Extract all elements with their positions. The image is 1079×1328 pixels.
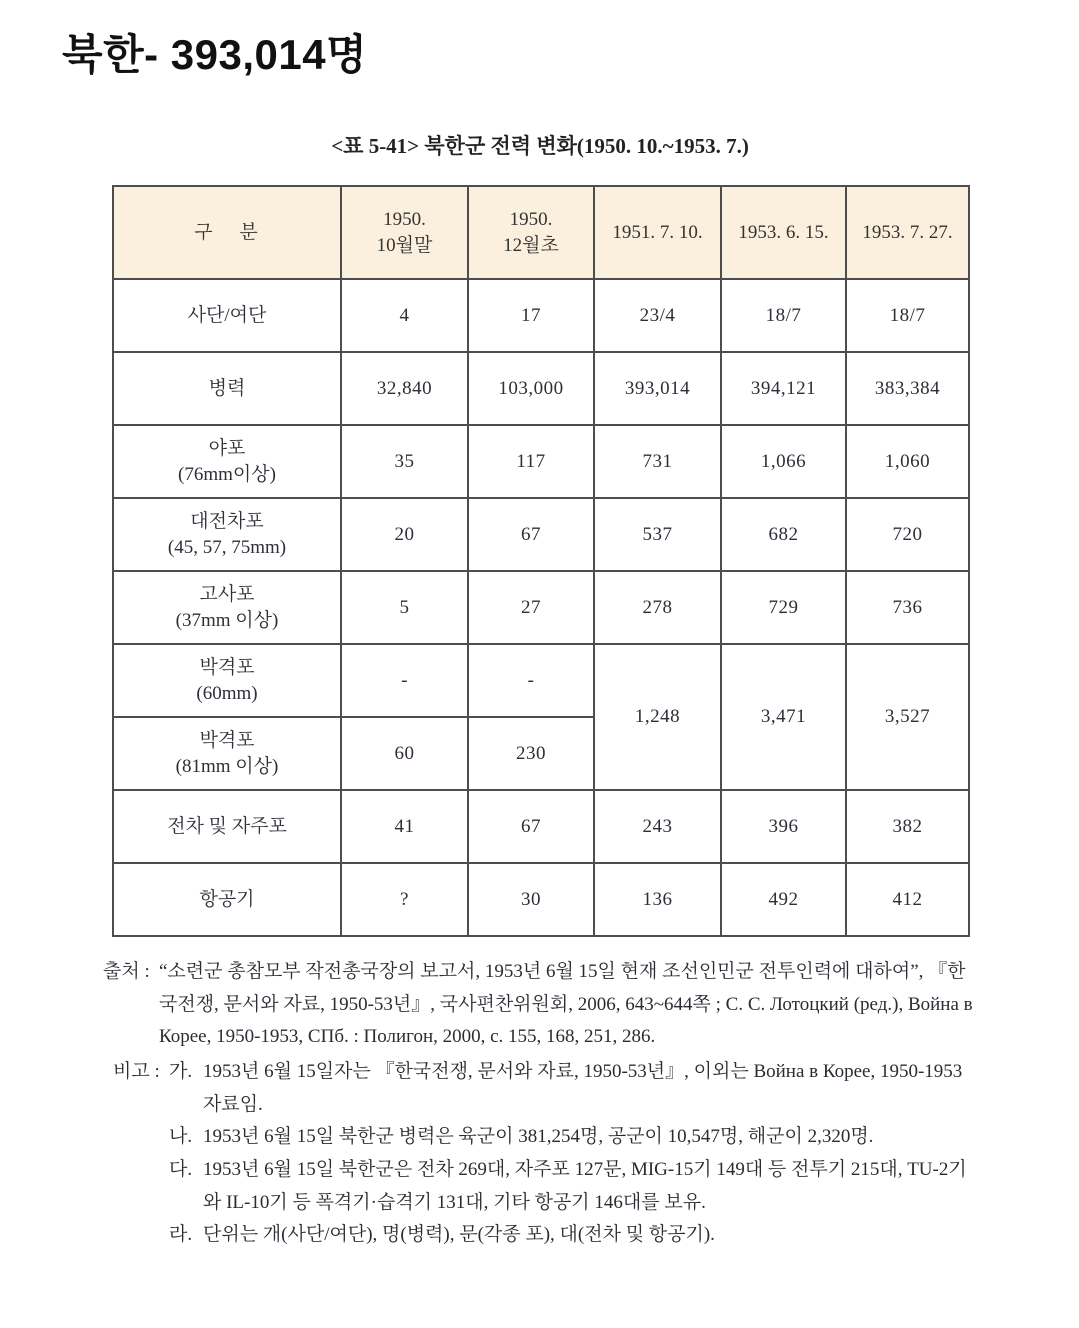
table-row-mortar-60mm (113, 644, 969, 717)
table-cell: 383,384 (846, 352, 969, 425)
remark-marker: 라. (169, 1224, 193, 1246)
table-caption: <표 5-41> 북한군 전력 변화(1950. 10.~1953. 7.) (331, 134, 749, 158)
table-row-divisions (113, 279, 969, 352)
table-cell: 136 (594, 863, 721, 936)
row-label: 항공기 (113, 863, 341, 936)
table-cell: 1,060 (846, 425, 969, 498)
remark-item (169, 1121, 983, 1154)
remark-text: 단위는 개(사단/여단), 명(병력), 문(각종 포), 대(전차 및 항공기). (203, 1224, 715, 1246)
page-title: 북한- 393,014명 (62, 31, 368, 78)
table-cell: 736 (846, 571, 969, 644)
table-cell-merged: 3,527 (846, 644, 969, 790)
remark-marker: 가. (169, 1061, 193, 1083)
table-cell: 393,014 (594, 352, 721, 425)
header-cell-1950-12: 1950. 12월초 (468, 186, 594, 279)
source-text: “소련군 총참모부 작전총국장의 보고서, 1953년 6월 15일 현재 조선인민군 전투인력에 대하여”, 『한국전쟁, 문서와 자료, 1950-53년』, 국사편찬위원회, 2006, 643~644쪽 ; С. С. Лотоцкий (ред.), Война в Корее, 1950-1953, СПб. : Полигон, 2000, с. 155, 168, 251, 286. (159, 961, 973, 1048)
table-cell: 20 (341, 498, 468, 571)
row-label: 전차 및 자주포 (113, 790, 341, 863)
table-cell: 1,066 (721, 425, 846, 498)
table-cell: 18/7 (721, 279, 846, 352)
remark-marker: 다. (169, 1159, 193, 1181)
table-cell: 230 (468, 717, 594, 790)
table-row-antitank-guns (113, 498, 969, 571)
table-cell: 67 (468, 498, 594, 571)
table-cell: 5 (341, 571, 468, 644)
force-strength-table (112, 185, 970, 937)
source-note (103, 956, 983, 1054)
table-cell: 729 (721, 571, 846, 644)
table-cell: 731 (594, 425, 721, 498)
remarks-note (103, 1056, 983, 1252)
table-cell: 27 (468, 571, 594, 644)
header-cell-1951-7-10: 1951. 7. 10. (594, 186, 721, 279)
table-cell: 278 (594, 571, 721, 644)
table-cell: 394,121 (721, 352, 846, 425)
table-row-tanks-spg (113, 790, 969, 863)
table-cell: 243 (594, 790, 721, 863)
row-label: 야포 (76mm이상) (113, 425, 341, 498)
header-cell-1950-10: 1950. 10월말 (341, 186, 468, 279)
remark-item (169, 1154, 983, 1219)
row-label: 박격포 (81mm 이상) (113, 717, 341, 790)
table-cell: 537 (594, 498, 721, 571)
header-row (113, 186, 969, 279)
table-cell: 17 (468, 279, 594, 352)
table-cell: 30 (468, 863, 594, 936)
table-cell: 23/4 (594, 279, 721, 352)
table-cell: 117 (468, 425, 594, 498)
row-label: 박격포 (60mm) (113, 644, 341, 717)
table-cell: - (341, 644, 468, 717)
remarks-list (169, 1056, 983, 1252)
table-cell: 67 (468, 790, 594, 863)
table-cell: ? (341, 863, 468, 936)
header-cell-1953-7-27: 1953. 7. 27. (846, 186, 969, 279)
table-cell-merged: 1,248 (594, 644, 721, 790)
remark-text: 1953년 6월 15일 북한군 병력은 육군이 381,254명, 공군이 10,547명, 해군이 2,320명. (203, 1126, 874, 1148)
table-row-aircraft (113, 863, 969, 936)
header-cell-1953-6-15: 1953. 6. 15. (721, 186, 846, 279)
row-label: 대전차포 (45, 57, 75mm) (113, 498, 341, 571)
header-cell-gubun: 구 분 (113, 186, 341, 279)
table-cell: 492 (721, 863, 846, 936)
table-row-field-guns (113, 425, 969, 498)
table-cell: 103,000 (468, 352, 594, 425)
source-label: 출처 : (103, 961, 150, 982)
table-cell: 682 (721, 498, 846, 571)
table-cell: 720 (846, 498, 969, 571)
table-cell: 35 (341, 425, 468, 498)
table-cell: 382 (846, 790, 969, 863)
remark-text: 1953년 6월 15일 북한군은 전차 269대, 자주포 127문, MIG-15기 149대 등 전투기 215대, TU-2기와 IL-10기 등 폭격기·습격기 131대, 기타 항공기 146대를 보유. (203, 1159, 967, 1213)
remark-marker: 나. (169, 1126, 193, 1148)
remarks-label: 비고 : (113, 1061, 160, 1083)
row-label: 사단/여단 (113, 279, 341, 352)
table-cell-merged: 3,471 (721, 644, 846, 790)
footnotes (103, 956, 983, 1252)
remark-item (169, 1056, 983, 1121)
table-cell: 396 (721, 790, 846, 863)
row-label: 고사포 (37mm 이상) (113, 571, 341, 644)
table-cell: 18/7 (846, 279, 969, 352)
table-cell: 60 (341, 717, 468, 790)
table-cell: 412 (846, 863, 969, 936)
table-cell: - (468, 644, 594, 717)
row-label: 병력 (113, 352, 341, 425)
table-cell: 41 (341, 790, 468, 863)
table-cell: 32,840 (341, 352, 468, 425)
table-row-troops (113, 352, 969, 425)
remark-text: 1953년 6월 15일자는 『한국전쟁, 문서와 자료, 1950-53년』, 이외는 Война в Корее, 1950-1953 자료임. (203, 1061, 963, 1115)
table-cell: 4 (341, 279, 468, 352)
table-row-aa-guns (113, 571, 969, 644)
remark-item (169, 1219, 983, 1252)
